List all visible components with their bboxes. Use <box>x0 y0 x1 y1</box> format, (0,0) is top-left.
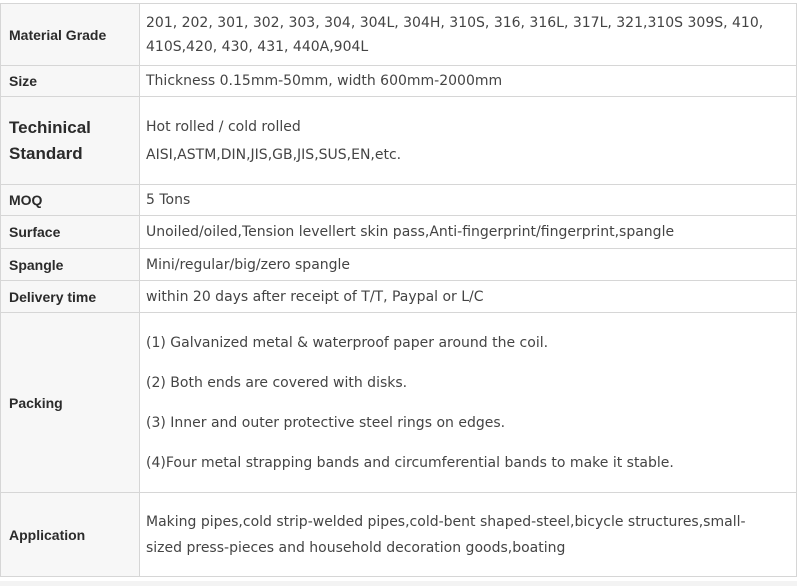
table-row-surface <box>1 216 797 249</box>
table-row-size <box>1 66 797 97</box>
value-line: 410S,420, 430, 431, 440A,904L <box>146 38 369 55</box>
table-row-moq <box>1 185 797 216</box>
row-value-moq <box>140 185 797 216</box>
spec-table <box>0 3 797 577</box>
value-line: Thickness 0.15mm-50mm, width 600mm-2000mm <box>146 73 503 89</box>
row-value-material-grade <box>140 4 797 66</box>
row-value-spangle <box>140 249 797 281</box>
table-row-technical-standard <box>1 97 797 185</box>
value-line: 201, 202, 301, 302, 303, 304, 304L, 304H, 310S, 316, 316L, 317L, 321,310S 309S, 410, <box>146 14 764 31</box>
table-row-delivery-time <box>1 281 797 313</box>
packing-step: (4)Four metal strapping bands and circumferential bands to make it stable. <box>146 454 674 471</box>
row-label-moq: MOQ <box>1 185 140 216</box>
table-row-packing <box>1 313 797 493</box>
packing-step: (2) Both ends are covered with disks. <box>146 374 408 391</box>
table-row-application <box>1 493 797 577</box>
value-line: Making pipes,cold strip-welded pipes,cold-bent shaped-steel,bicycle structures,small- <box>146 513 746 530</box>
value-line: Unoiled/oiled,Tension levellert skin pass,Anti-fingerprint/fingerprint,spangle <box>146 224 675 240</box>
label-line: Techinical <box>9 117 91 137</box>
row-value-application <box>140 493 797 577</box>
row-value-delivery-time <box>140 281 797 313</box>
row-value-technical-standard <box>140 97 797 185</box>
value-line: Mini/regular/big/zero spangle <box>146 256 351 273</box>
row-label-spangle: Spangle <box>1 249 140 281</box>
value-line: sized press-pieces and household decoration goods,boating <box>146 539 566 556</box>
label-line: Standard <box>9 143 83 163</box>
row-label-application: Application <box>1 493 140 577</box>
row-value-size <box>140 66 797 97</box>
value-line: AISI,ASTM,DIN,JIS,GB,JIS,SUS,EN,etc. <box>146 146 402 163</box>
row-label-packing: Packing <box>1 313 140 493</box>
table-row-material-grade <box>1 4 797 66</box>
bottom-border-strip <box>0 581 797 586</box>
row-label-size: Size <box>1 66 140 97</box>
row-value-surface <box>140 216 797 249</box>
packing-step: (3) Inner and outer protective steel rings on edges. <box>146 414 506 431</box>
row-label-material-grade: Material Grade <box>1 4 140 66</box>
row-label-technical-standard <box>1 97 140 185</box>
row-label-surface: Surface <box>1 216 140 249</box>
value-line: Hot rolled / cold rolled <box>146 118 301 135</box>
row-label-delivery-time: Delivery time <box>1 281 140 313</box>
value-line: 5 Tons <box>146 192 191 208</box>
value-line: within 20 days after receipt of T/T, Paypal or L/C <box>146 288 484 305</box>
packing-step: (1) Galvanized metal & waterproof paper around the coil. <box>146 334 549 351</box>
table-row-spangle <box>1 249 797 281</box>
row-value-packing <box>140 313 797 493</box>
